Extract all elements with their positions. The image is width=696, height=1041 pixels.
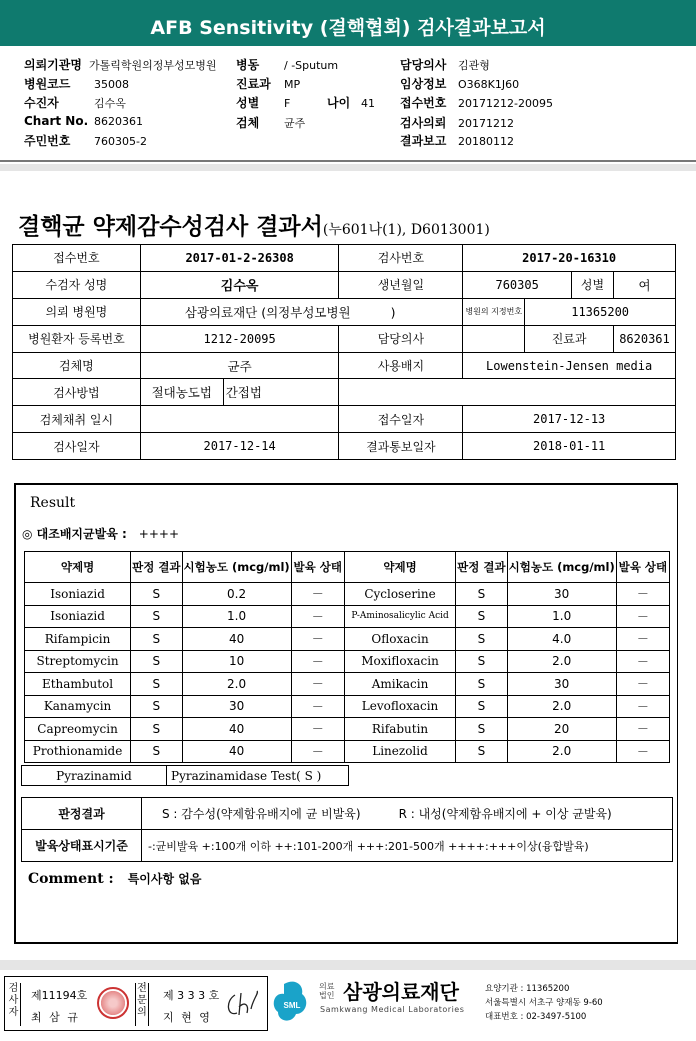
method-blank (339, 379, 676, 406)
notify-date-label: 결과통보일자 (339, 433, 463, 460)
drug-row (25, 673, 670, 696)
notify-date-value: 2018-01-11 (463, 433, 676, 460)
header-patient: 수진자 김수옥 (24, 96, 126, 110)
control-growth: ◎ 대조배지균발육 : ++++ (22, 527, 179, 541)
pyrazinamid-row (21, 765, 349, 786)
gray-band-top (0, 164, 696, 171)
gray-band-bottom (0, 960, 696, 970)
legend-growth-text: -:균비발육 +:100개 이하 ++:101-200개 +++:201-500개 ++++:+++이상(융합발육) (142, 830, 673, 862)
specimen-label: 검체명 (13, 352, 141, 379)
judge-result: S (456, 628, 507, 651)
conc-header-left: 시험농도 (mcg/ml) (182, 552, 291, 583)
specialist-vertical-label: 전문의 (135, 983, 149, 1026)
header-doctor: 담당의사 김관형 (400, 58, 490, 72)
judge-result: S (131, 650, 182, 673)
drug-row (25, 740, 670, 763)
header-resident-no: 주민번호 760305-2 (24, 134, 147, 148)
growth-status: － (616, 695, 669, 718)
test-date-value: 2017-12-14 (140, 433, 339, 460)
drug-row (25, 650, 670, 673)
growth-header-right: 발육 상태 (616, 552, 669, 583)
judge-result: S (456, 718, 507, 741)
test-concentration: 40 (182, 740, 291, 763)
header-age: 나이 41 (327, 96, 375, 110)
legend-growth-label: 발육상태표시기준 (22, 830, 142, 862)
drug-name: Rifabutin (344, 718, 455, 741)
test-no-label: 검사번호 (339, 245, 463, 272)
specialist-no: 제 3 3 3 호 (163, 989, 220, 1002)
document-code: (누601나(1), D6013001) (322, 222, 490, 238)
inspector-name: 최 삼 규 (31, 1011, 80, 1024)
test-concentration: 10 (182, 650, 291, 673)
medium-label: 사용배지 (339, 352, 463, 379)
drug-name: P-Aminosalicylic Acid (344, 605, 455, 628)
test-concentration: 2.0 (507, 695, 616, 718)
growth-status: － (616, 740, 669, 763)
growth-status: － (616, 605, 669, 628)
header-sex: 성별 F (236, 96, 291, 110)
medium-value: Lowenstein-Jensen media (463, 352, 676, 379)
judge-result: S (456, 673, 507, 696)
drug-name: Streptomycin (25, 650, 131, 673)
judge-result: S (131, 628, 182, 651)
birth-label: 생년월일 (339, 271, 463, 298)
hospital-label: 의뢰 병원명 (13, 298, 141, 325)
test-concentration: 0.2 (182, 583, 291, 606)
growth-status: － (291, 718, 344, 741)
header-hospital-code: 병원코드 35008 (24, 77, 129, 91)
hospital-value: 삼광의료재단 (의정부성모병원 ) (140, 298, 462, 325)
org-phone: 대표번호 : 02-3497-5100 (485, 1012, 587, 1022)
drug-name: Isoniazid (25, 583, 131, 606)
doctor-value (463, 325, 525, 352)
org-name: 삼광의료재단 (343, 980, 459, 1004)
header-dept: 진료과 MP (236, 77, 301, 91)
test-concentration: 30 (507, 673, 616, 696)
drug-row (25, 583, 670, 606)
org-type: 의료법인 (319, 982, 335, 1000)
org-address: 서울특별시 서초구 양재동 9-60 (485, 998, 603, 1008)
judge-result: S (456, 605, 507, 628)
drug-name: Levofloxacin (344, 695, 455, 718)
growth-status: － (291, 673, 344, 696)
judge-result: S (456, 650, 507, 673)
hospital-code-label: 병원의 지정번호 (463, 298, 525, 325)
dept-value: 8620361 (613, 325, 675, 352)
growth-status: － (291, 628, 344, 651)
judge-result: S (131, 605, 182, 628)
drug-header-right: 약제명 (344, 552, 455, 583)
growth-status: － (291, 605, 344, 628)
recv-date-value: 2017-12-13 (463, 406, 676, 433)
sml-logo-text: SML (283, 1001, 301, 1010)
reg-no-value: 1212-20095 (140, 325, 339, 352)
header-request-date: 검사의뢰 20171212 (400, 116, 514, 130)
drug-name: Rifampicin (25, 628, 131, 651)
method-value-2: 간접법 (223, 379, 339, 406)
result-title: Result (30, 495, 76, 511)
judge-result: S (456, 740, 507, 763)
org-code: 요양기관 : 11365200 (485, 984, 570, 994)
test-concentration: 20 (507, 718, 616, 741)
comment: Comment : 특이사항 없음 (28, 871, 202, 887)
sml-logo-icon (272, 978, 312, 1028)
drug-sensitivity-table (24, 551, 670, 763)
receipt-no-label: 접수번호 (13, 245, 141, 272)
pyrazinamid-result: Pyrazinamidase Test( S ) (167, 766, 349, 786)
inspector-vertical-label: 검사자 (7, 983, 21, 1026)
header-report-date: 결과보고 20180112 (400, 134, 514, 148)
judge-result: S (131, 695, 182, 718)
test-concentration: 4.0 (507, 628, 616, 651)
birth-value: 760305 (463, 271, 572, 298)
dept-label: 진료과 (525, 325, 614, 352)
header-specimen: 검체 균주 (236, 116, 306, 130)
document-title: 결핵균 약제감수성검사 결과서(누601나(1), D6013001) (18, 213, 490, 240)
inspector-seal-icon (97, 987, 129, 1019)
reg-no-label: 병원환자 등록번호 (13, 325, 141, 352)
drug-row (25, 718, 670, 741)
test-concentration: 1.0 (507, 605, 616, 628)
growth-status: － (291, 740, 344, 763)
legend-judge-text: S : 감수성(약제함유배지에 균 비발육) R : 내성(약제함유배지에 + 이상 균발육) (142, 798, 673, 830)
growth-status: － (291, 583, 344, 606)
legend-judge-label: 판정결과 (22, 798, 142, 830)
test-no-value: 2017-20-16310 (463, 245, 676, 272)
receipt-no-value: 2017-01-2-26308 (140, 245, 339, 272)
judge-result: S (131, 740, 182, 763)
judge-result: S (456, 583, 507, 606)
result-section (14, 483, 678, 944)
drug-row (25, 605, 670, 628)
growth-status: － (616, 718, 669, 741)
test-concentration: 30 (507, 583, 616, 606)
header-receipt-no: 접수번호 20171212-20095 (400, 96, 553, 110)
drug-name: Isoniazid (25, 605, 131, 628)
collect-label: 검체채취 일시 (13, 406, 141, 433)
specimen-value: 균주 (140, 352, 339, 379)
org-english-name: Samkwang Medical Laboratories (320, 1005, 465, 1014)
header-clinical-info: 임상정보 O368K1J60 (400, 77, 520, 91)
drug-header-left: 약제명 (25, 552, 131, 583)
drug-row (25, 628, 670, 651)
header-ward: 병동 / -Sputum (236, 58, 339, 72)
drug-name: Capreomycin (25, 718, 131, 741)
doctor-label: 담당의사 (339, 325, 463, 352)
method-label: 검사방법 (13, 379, 141, 406)
drug-name: Kanamycin (25, 695, 131, 718)
inspector-no: 제11194호 (31, 989, 88, 1002)
sex-value: 여 (613, 271, 675, 298)
method-value-1: 절대농도법 (140, 379, 223, 406)
conc-header-right: 시험농도 (mcg/ml) (507, 552, 616, 583)
drug-name: Moxifloxacin (344, 650, 455, 673)
drug-name: Cycloserine (344, 583, 455, 606)
growth-status: － (616, 650, 669, 673)
patient-name-value: 김수옥 (140, 271, 339, 298)
judge-header-right: 판정 결과 (456, 552, 507, 583)
pyrazinamid-drug: Pyrazinamid (22, 766, 167, 786)
header-chart-no: Chart No. 8620361 (24, 114, 143, 128)
growth-status: － (616, 673, 669, 696)
drug-name: Ofloxacin (344, 628, 455, 651)
signature-box (4, 976, 268, 1031)
test-date-label: 검사일자 (13, 433, 141, 460)
test-concentration: 40 (182, 628, 291, 651)
report-title: AFB Sensitivity (결핵협회) 검사결과보고서 (0, 0, 696, 46)
test-concentration: 1.0 (182, 605, 291, 628)
judge-result: S (456, 695, 507, 718)
test-concentration: 40 (182, 718, 291, 741)
sex-label: 성별 (572, 271, 614, 298)
patient-name-label: 수검자 성명 (13, 271, 141, 298)
judge-header-left: 판정 결과 (131, 552, 182, 583)
judge-result: S (131, 718, 182, 741)
drug-name: Ethambutol (25, 673, 131, 696)
patient-info-table (12, 244, 676, 460)
growth-status: － (291, 650, 344, 673)
judge-result: S (131, 583, 182, 606)
legend-table (21, 797, 673, 862)
header-hospital: 의뢰기관명 가톨릭학원의정부성모병원 (24, 58, 217, 72)
specialist-name: 지 현 영 (163, 1011, 212, 1024)
test-concentration: 2.0 (507, 740, 616, 763)
header-divider (0, 160, 696, 162)
test-concentration: 2.0 (182, 673, 291, 696)
collect-value (140, 406, 339, 433)
growth-status: － (616, 628, 669, 651)
signature-icon (223, 987, 263, 1021)
drug-name: Prothionamide (25, 740, 131, 763)
drug-name: Amikacin (344, 673, 455, 696)
growth-status: － (291, 695, 344, 718)
hospital-code-value: 11365200 (525, 298, 676, 325)
test-concentration: 30 (182, 695, 291, 718)
recv-date-label: 접수일자 (339, 406, 463, 433)
judge-result: S (131, 673, 182, 696)
org-info (485, 982, 603, 1024)
growth-header-left: 발육 상태 (291, 552, 344, 583)
growth-status: － (616, 583, 669, 606)
drug-row (25, 695, 670, 718)
test-concentration: 2.0 (507, 650, 616, 673)
drug-name: Linezolid (344, 740, 455, 763)
